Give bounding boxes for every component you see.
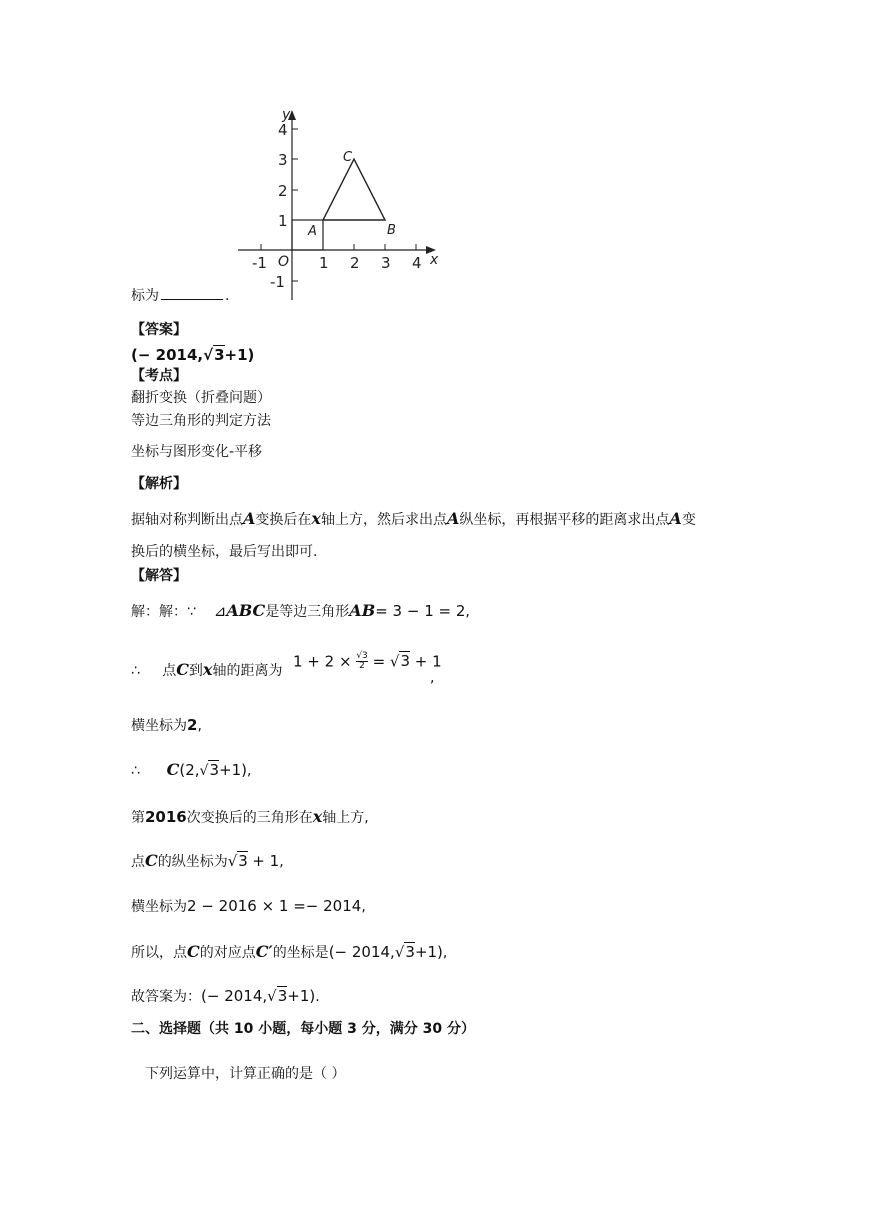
answer-blank <box>161 287 223 300</box>
jieda-heading: 【解答】 <box>131 568 187 584</box>
question-1: 下列运算中，计算正确的是（ ） <box>145 1066 346 1082</box>
jieda-line-2-expr: 1 + 2 × $\frac{√3}{2}$ = √3 + 1 <box>293 651 442 672</box>
x-tick-4: 4 <box>412 254 422 272</box>
jieda-line-6: 点C的纵坐标为√3 + 1, <box>131 851 284 870</box>
x-tick-2: 2 <box>350 254 360 272</box>
y-tick-1: 1 <box>278 212 288 230</box>
jieda-line-3: 横坐标为2, <box>131 716 202 734</box>
jieda-line-5: 第2016次变换后的三角形在x轴上方, <box>131 807 369 826</box>
origin-label: O <box>278 254 290 270</box>
point-b-label: B <box>387 223 396 238</box>
y-tick-2: 2 <box>278 182 288 200</box>
coordinate-figure <box>230 105 450 305</box>
y-tick-3: 3 <box>278 151 288 169</box>
point-c-label: C <box>343 150 353 165</box>
jieda-line-2-end: , <box>430 670 435 686</box>
triangle-abc <box>323 159 385 220</box>
question-tail: 标为 . <box>131 288 230 304</box>
jieda-line-4: ∴ C(2,√3+1), <box>131 760 252 779</box>
jieda-line-8: 所以，点C的对应点C′的坐标是(− 2014,√3+1), <box>131 942 448 961</box>
answer-value: (− 2014,√3+1) <box>131 346 255 364</box>
answer-heading: 【答案】 <box>131 322 187 338</box>
kaodian-item-2: 等边三角形的判定方法 <box>131 413 271 429</box>
y-tick-neg1: -1 <box>270 273 285 291</box>
x-tick-neg1: -1 <box>252 254 267 272</box>
jieda-line-2: ∴ 点C到x轴的距离为 <box>131 660 283 679</box>
jieda-line-1: 解：解：∵ ⊿ABC是等边三角形AB= 3 − 1 = 2, <box>131 601 470 620</box>
jieda-line-9: 故答案为：(− 2014,√3+1). <box>131 987 320 1005</box>
kaodian-item-1: 翻折变换（折叠问题） <box>131 390 271 406</box>
point-a-label: A <box>308 224 317 239</box>
jiexi-line-2: 换后的横坐标，最后写出即可. <box>131 544 318 560</box>
jiexi-line-1: 据轴对称判断出点A变换后在x轴上方，然后求出点A纵坐标，再根据平移的距离求出点A变 <box>131 509 696 528</box>
x-axis-label: x <box>430 252 439 268</box>
x-tick-1: 1 <box>319 254 329 272</box>
fraction: $\frac{√3}{2}$ <box>356 651 368 672</box>
x-tick-3: 3 <box>381 254 391 272</box>
kaodian-item-3: 坐标与图形变化-平移 <box>131 444 263 460</box>
jieda-line-7: 横坐标为2 − 2016 × 1 =− 2014, <box>131 897 366 915</box>
section-title: 二、选择题（共 10 小题，每小题 3 分，满分 30 分） <box>131 1021 475 1037</box>
jiexi-heading: 【解析】 <box>131 476 187 492</box>
y-axis-label: y <box>282 107 291 123</box>
y-tick-4: 4 <box>278 121 288 139</box>
kaodian-heading: 【考点】 <box>131 368 187 384</box>
